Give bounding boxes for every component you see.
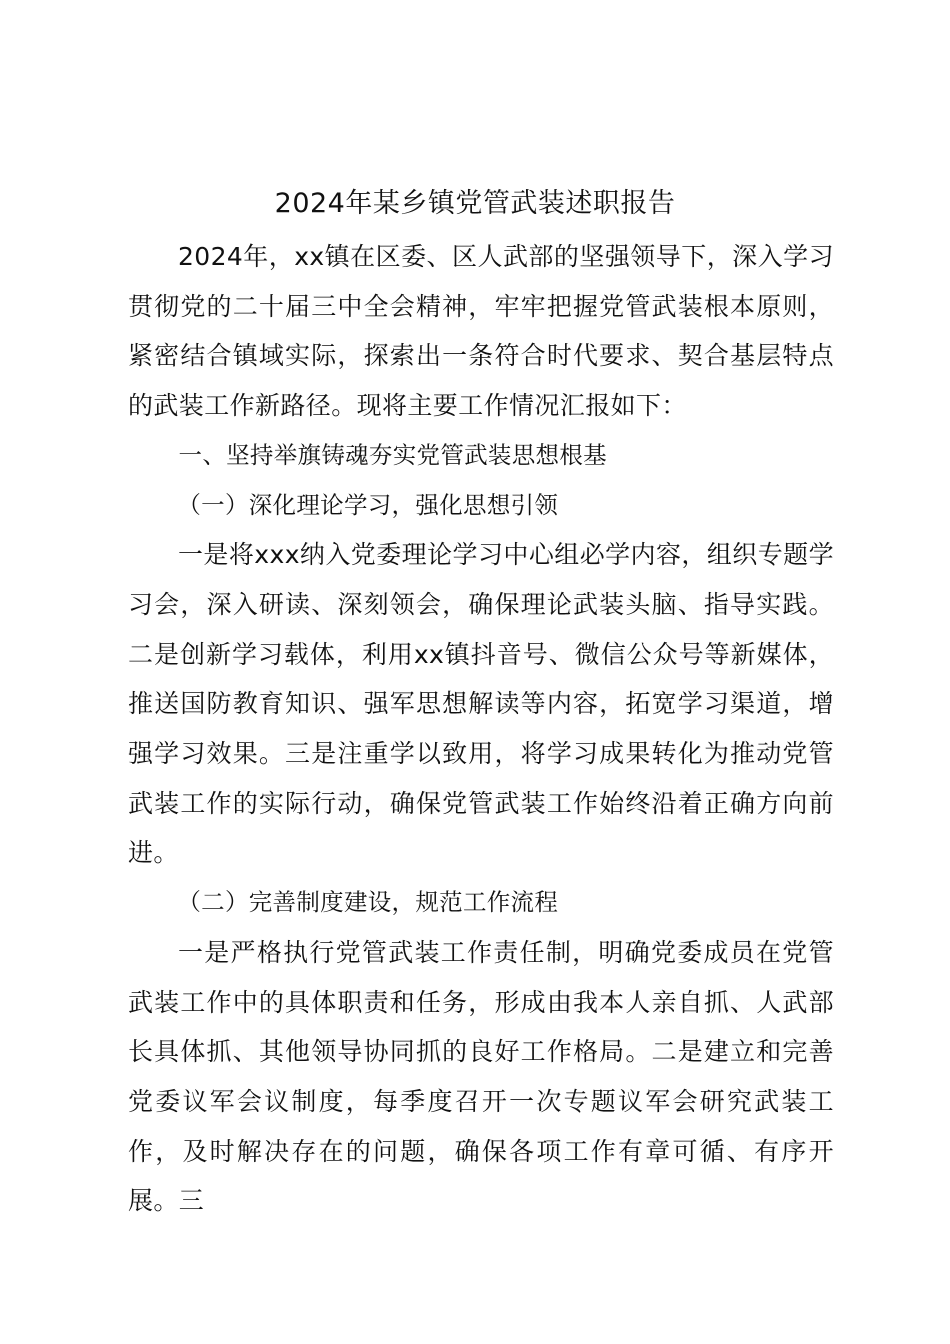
subsection-body-2: 一是严格执行党管武装工作责任制，明确党委成员在党管武装工作中的具体职责和任务，形成由我本人亲自抓、人武部长具体抓、其他领导协同抓的良好工作格局。二是建立和完善党委议军会议制度，每季度召开一次专题议军会研究武装工作，及时解决存在的问题，确保各项工作有章可循、有序开展。三 — [128, 937, 834, 1216]
subsection-body-1: 一是将xxx纳入党委理论学习中心组必学内容，组织专题学习会，深入研读、深刻领会，确保理论武装头脑、指导实践。二是创新学习载体，利用xx镇抖音号、微信公众号等新媒体，推送国防教育知识、强军思想解读等内容，拓宽学习渠道，增强学习效果。三是注重学以致用，将学习成果转化为推动党管武装工作的实际行动，确保党管武装工作始终沿着正确方向前进。 — [128, 540, 834, 868]
subsection-heading-1: （一）深化理论学习，强化思想引领 — [177, 490, 559, 519]
subsection-heading-2: （二）完善制度建设，规范工作流程 — [177, 888, 559, 917]
document-title: 2024年某乡镇党管武装述职报告 — [274, 188, 676, 219]
document-body — [128, 232, 834, 1226]
intro-paragraph: 2024年，xx镇在区委、区人武部的坚强领导下，深入学习贯彻党的二十届三中全会精神，牢牢把握党管武装根本原则，紧密结合镇域实际，探索出一条符合时代要求、契合基层特点的武装工作新路径。现将主要工作情况汇报如下： — [128, 242, 834, 421]
section-heading-1: 一、坚持举旗铸魂夯实党管武装思想根基 — [178, 440, 607, 469]
